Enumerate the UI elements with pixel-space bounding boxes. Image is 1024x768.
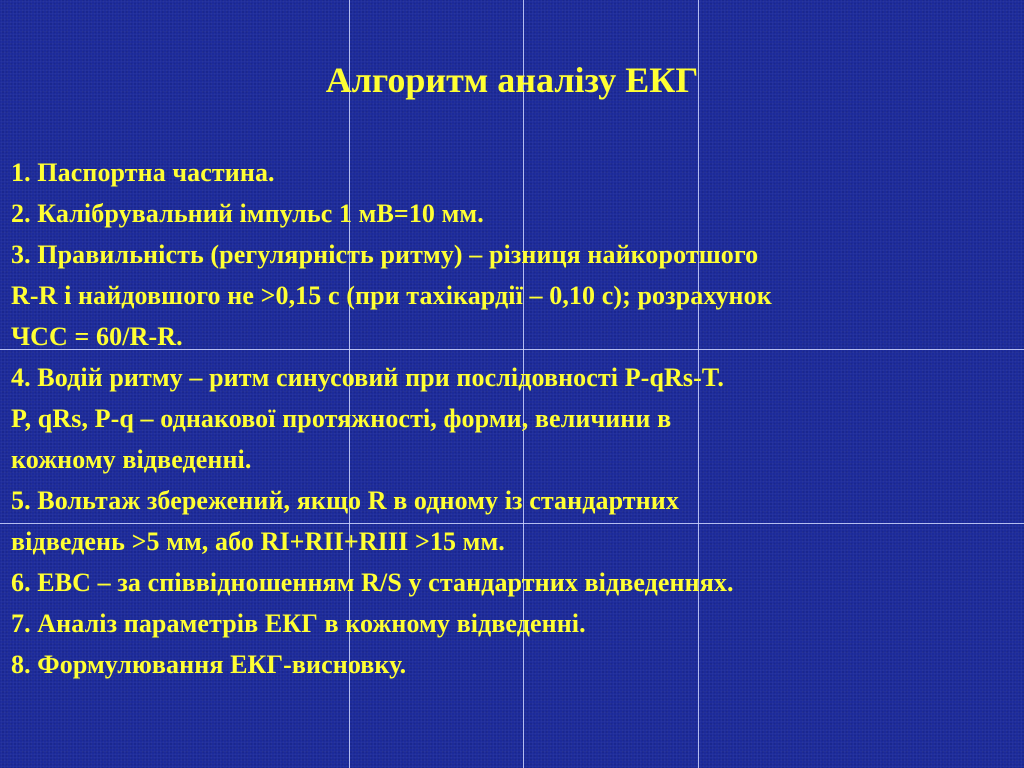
text-line: відведень >5 мм, або RI+RII+RIII >15 мм.: [11, 527, 505, 556]
text-line: 7. Аналіз параметрів ЕКГ в кожному відведенні.: [11, 609, 586, 638]
text-line: 1. Паспортна частина.: [11, 158, 275, 187]
text-line: 4. Водій ритму – ритм синусовий при послідовності P-qRs-T.: [11, 363, 724, 392]
text-line: P, qRs, P-q – однакової протяжності, форми, величини в: [11, 404, 672, 433]
text-line: 2. Калібрувальний імпульс 1 мВ=10 мм.: [11, 199, 484, 228]
text-line: 6. ЕВС – за співвідношенням R/S у стандартних відведеннях.: [11, 568, 734, 597]
text-line: 8. Формулювання ЕКГ-висновку.: [11, 650, 407, 679]
text-line: ЧСС = 60/R-R.: [11, 322, 183, 351]
algorithm-steps-list: [11, 152, 1016, 685]
text-line: 5. Вольтаж збережений, якщо R в одному із стандартних: [11, 486, 679, 515]
slide-title: Алгоритм аналізу ЕКГ: [325, 60, 699, 100]
text-line: R-R і найдовшого не >0,15 с (при тахікардії – 0,10 с); розрахунок: [11, 281, 772, 310]
text-line: кожному відведенні.: [11, 445, 252, 474]
text-line: 3. Правильність (регулярність ритму) – різниця найкоротшого: [11, 240, 759, 269]
